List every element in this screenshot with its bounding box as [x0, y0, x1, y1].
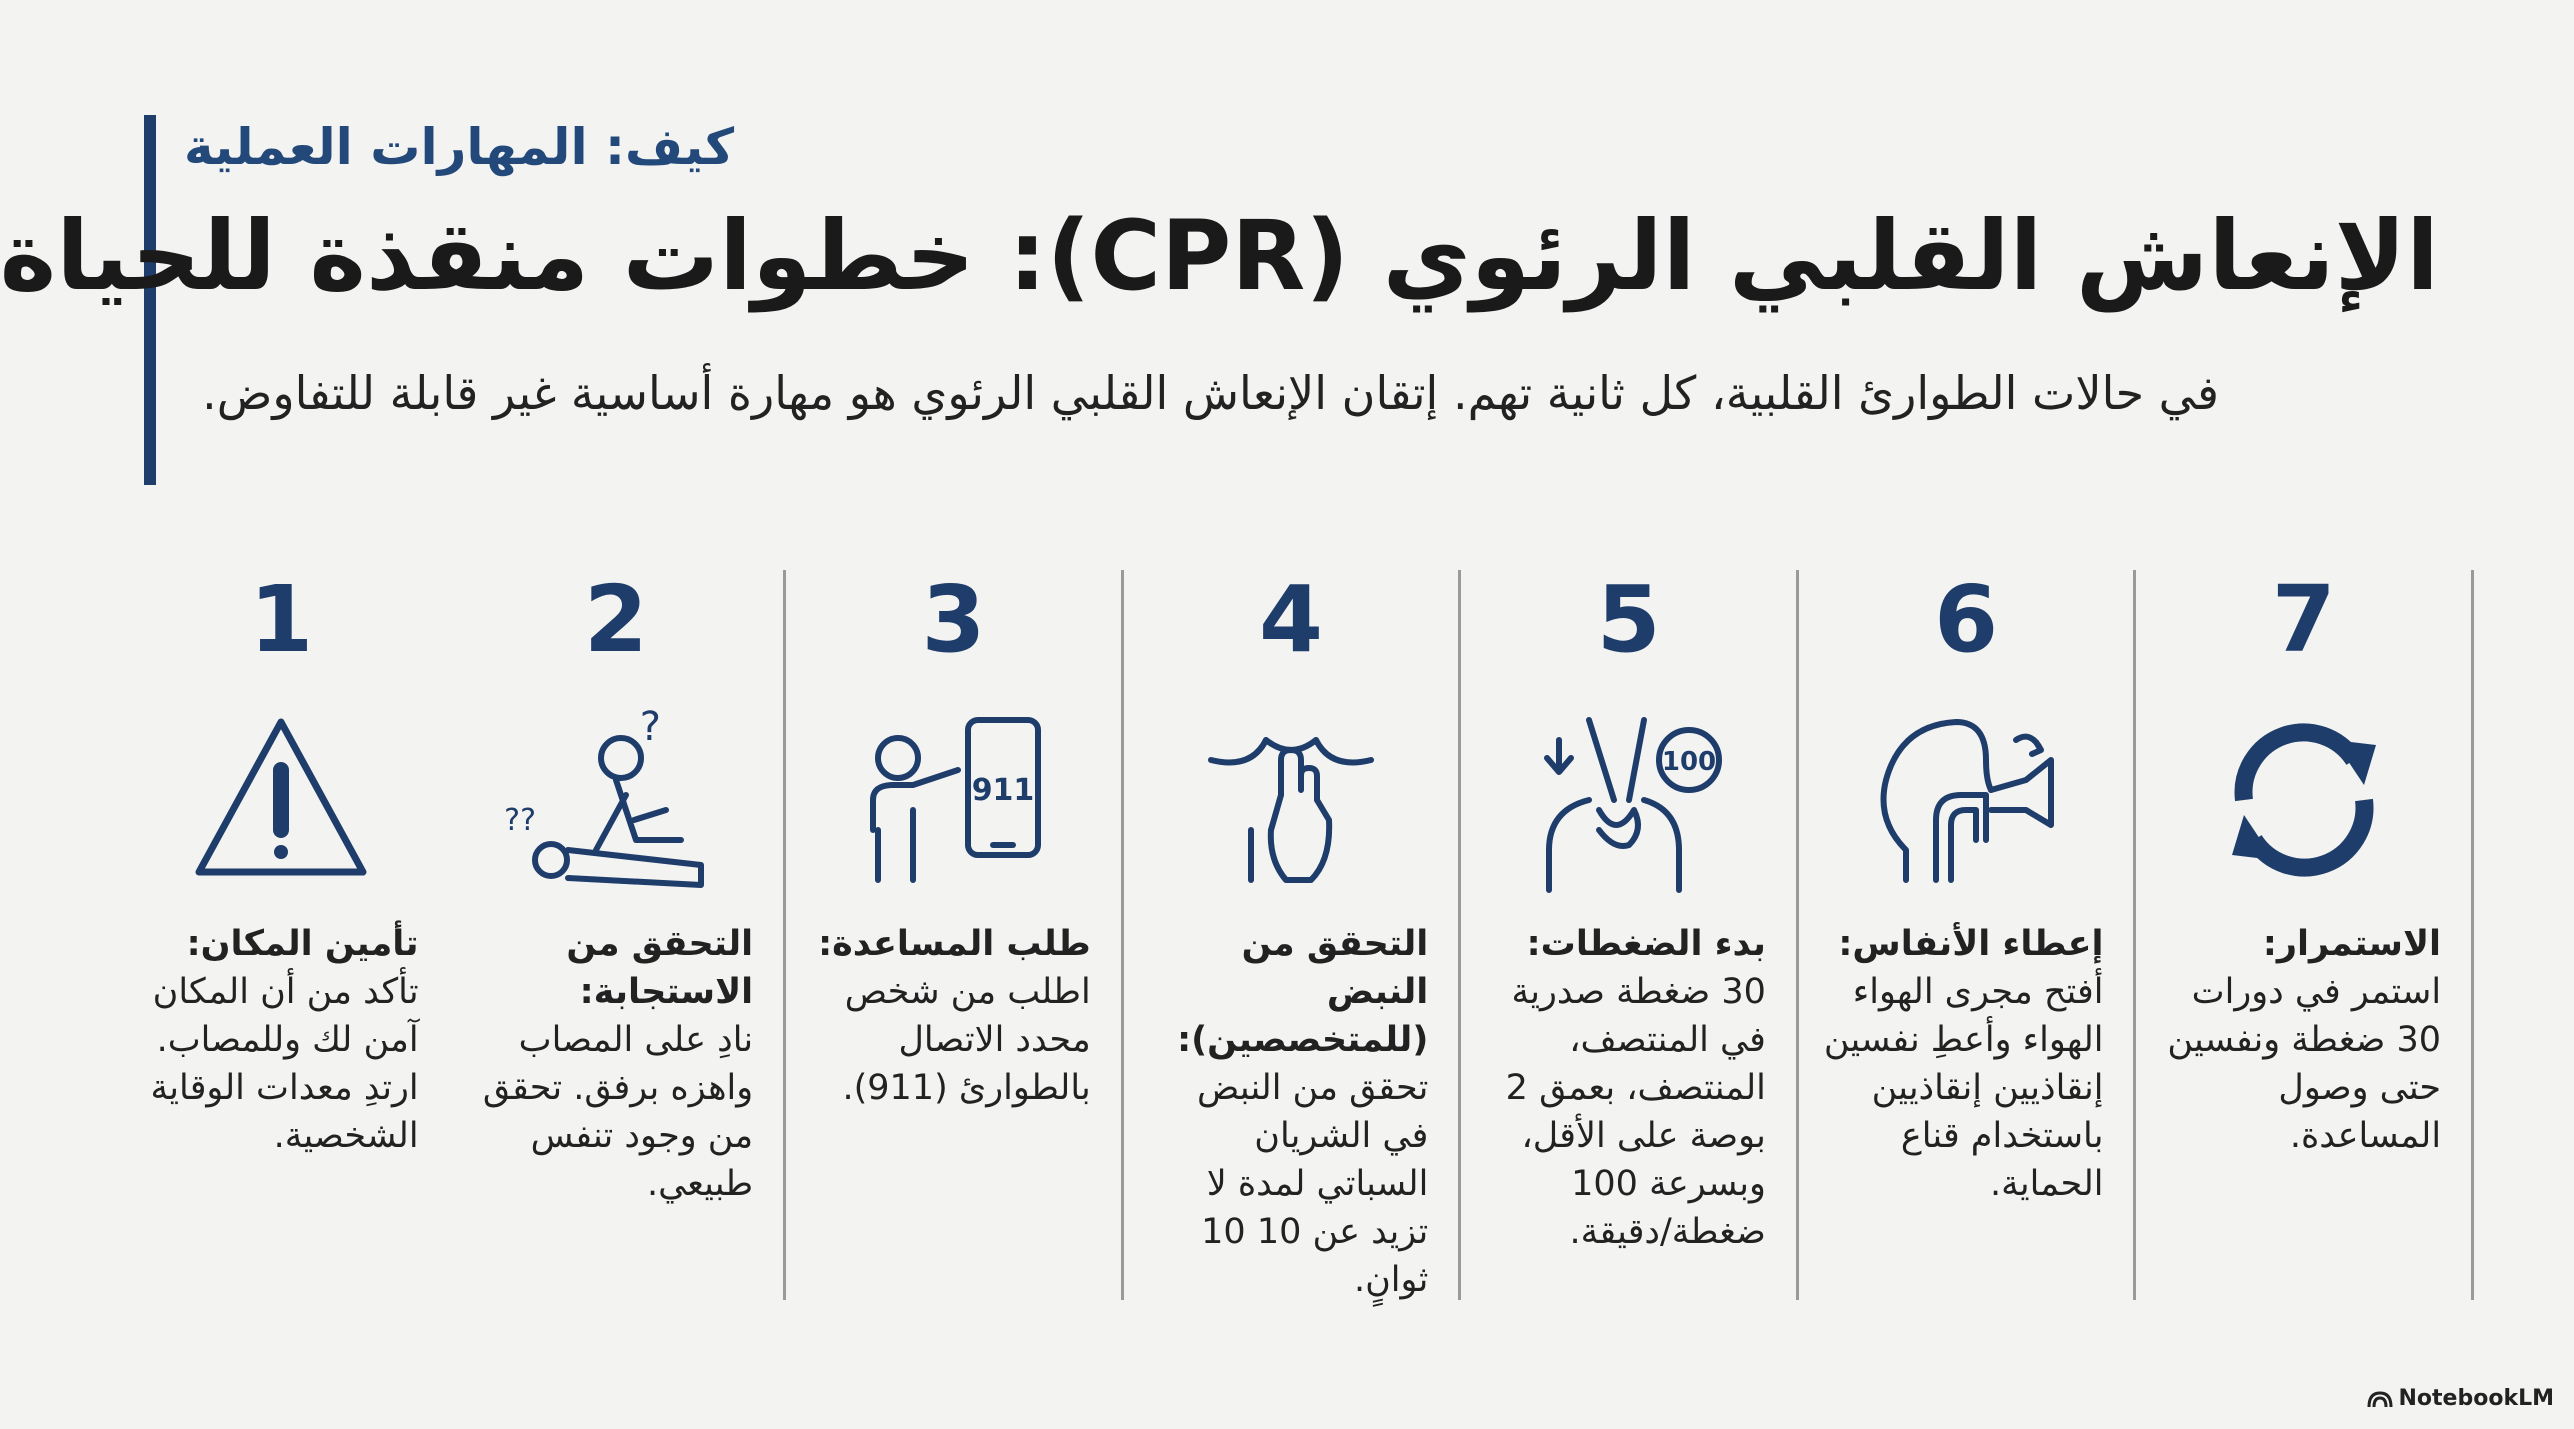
steps-row	[114, 566, 2474, 1300]
step-text	[469, 920, 754, 1208]
step-5	[1461, 566, 1799, 1300]
rescue-breath-icon	[1866, 700, 2066, 900]
step-text	[2156, 920, 2441, 1160]
header	[0, 0, 2574, 520]
page-title: الإنعاش القلبي الرئوي (CPR): خطوات منقذة للحياة	[0, 200, 2439, 312]
svg-text:??: ??	[504, 803, 536, 838]
step-heading: بدء الضغطات:	[1526, 924, 1766, 964]
check-response-icon	[504, 700, 716, 900]
pulse-check-icon	[1191, 700, 1391, 900]
step-number: 7	[2271, 566, 2336, 673]
step-heading: طلب المساعدة:	[818, 924, 1091, 964]
page-subtitle: في حالات الطوارئ القلبية، كل ثانية تهم. إتقان الإنعاش القلبي الرئوي هو مهارة أساسية غير قابلة للتفاوض.	[202, 366, 2219, 420]
step-body: تأكد من أن المكان آمن لك وللمصاب. ارتدِ معدات الوقاية الشخصية.	[150, 972, 419, 1156]
step-number: 3	[921, 566, 986, 673]
step-text	[134, 920, 419, 1160]
step-text	[1144, 920, 1429, 1304]
step-number: 5	[1596, 566, 1661, 673]
step-body: أفتح مجرى الهواء الهواء وأعطِ نفسين إنقاذيين إنقاذيين باستخدام قناع الحماية.	[1823, 972, 2104, 1204]
step-body: اطلب من شخص محدد الاتصال بالطوارئ (911).	[842, 972, 1091, 1108]
step-body: 30 ضغطة صدرية في المنتصف، المنتصف، بعمق 2 بوصة على الأقل، وبسرعة 100 ضغطة/دقيقة.	[1505, 972, 1766, 1252]
notebooklm-logo-icon	[2367, 1389, 2393, 1409]
step-body: نادِ على المصاب واهزه برفق. تحقق من وجود تنفس طبيعي.	[482, 1020, 754, 1204]
step-3	[786, 566, 1124, 1300]
step-text	[1481, 920, 1766, 1256]
rate-badge: 100	[1661, 747, 1716, 777]
step-heading: إعطاء الأنفاس:	[1838, 924, 2104, 964]
step-heading: الاستمرار:	[2262, 924, 2442, 964]
step-text	[806, 920, 1091, 1112]
step-2	[449, 566, 787, 1300]
step-7	[2136, 566, 2474, 1300]
call-911-icon	[853, 700, 1053, 900]
kicker-label: كيف: المهارات العملية	[184, 118, 735, 176]
svg-text:?: ?	[639, 704, 661, 750]
step-number: 1	[249, 566, 314, 673]
brand-watermark	[2367, 1386, 2554, 1411]
step-1	[114, 566, 449, 1300]
step-6	[1799, 566, 2137, 1300]
brand-label: NotebookLM	[2398, 1386, 2554, 1411]
step-number: 4	[1259, 566, 1324, 673]
step-text	[1819, 920, 2104, 1208]
step-body: تحقق من النبض في الشريان السباتي لمدة لا تزيد عن 10 10 ثوانٍ.	[1197, 1068, 1429, 1300]
step-heading: تأمين المكان:	[186, 924, 419, 964]
step-number: 6	[1934, 566, 1999, 673]
step-heading: التحقق من الاستجابة:	[566, 924, 754, 1012]
step-body: استمر في دورات 30 ضغطة ونفسين حتى وصول المساعدة.	[2167, 972, 2442, 1156]
repeat-cycle-icon	[2204, 700, 2404, 900]
step-number: 2	[583, 566, 648, 673]
step-4	[1124, 566, 1462, 1300]
chest-compression-icon	[1529, 700, 1729, 900]
step-heading: التحقق من النبض (للمتخصصين):	[1177, 924, 1429, 1060]
phone-label: 911	[972, 773, 1035, 808]
warning-triangle-icon	[181, 700, 381, 900]
